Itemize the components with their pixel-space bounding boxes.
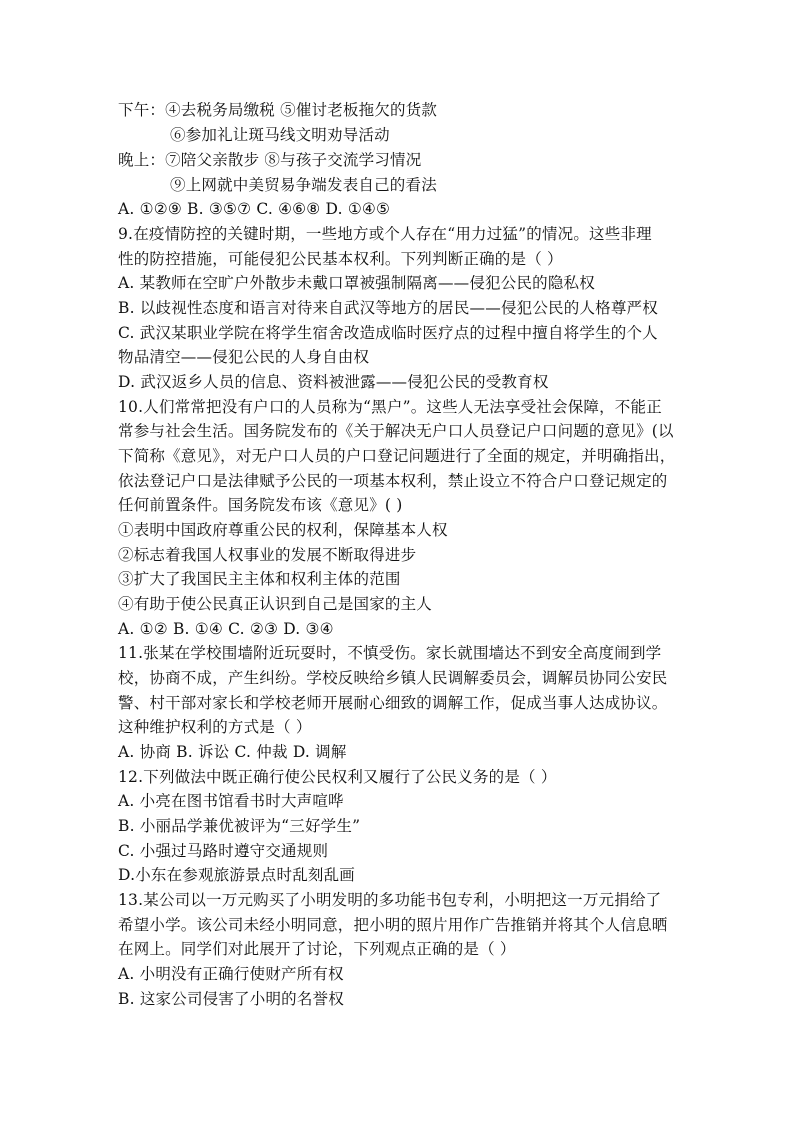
q11-stem-line-1: 11.张某在学校围墙附近玩耍时，不慎受伤。家长就围墙达不到安全高度闹到学 <box>118 644 662 662</box>
q11-stem-line-2: 校，协商不成，产生纠纷。学校反映给乡镇人民调解委员会，调解员协同公安民 <box>118 669 668 687</box>
q11-stem-line-4: 这种维护权利的方式是（ ） <box>118 718 312 736</box>
q10-stem-line-3: 下简称《意见》，对无户口人员的户口登记问题进行了全面的规定，并明确指出， <box>118 447 676 465</box>
q13-option-b: B. 这家公司侵害了小明的名誉权 <box>118 990 344 1008</box>
evening-item-9-line: ⑨上网就中美贸易争端发表自己的看法 <box>170 176 437 194</box>
q10-stem-line-1: 10.人们常常把没有户口的人员称为“黑户”。这些人无法享受社会保障，不能正 <box>118 398 662 416</box>
q9-option-b: B. 以歧视性态度和语言对待来自武汉等地方的居民——侵犯公民的人格尊严权 <box>118 299 658 317</box>
afternoon-items-line: 下午：④去税务局缴税 ⑤催讨老板拖欠的货款 <box>118 101 438 119</box>
q9-option-a: A. 某教师在空旷户外散步未戴口罩被强制隔离——侵犯公民的隐私权 <box>118 274 595 292</box>
q11-stem-line-3: 警、村干部对家长和学校老师开展耐心细致的调解工作，促成当事人达成协议。 <box>118 694 668 712</box>
q10-statement-2: ②标志着我国人权事业的发展不断取得进步 <box>118 546 417 564</box>
q10-statement-4: ④有助于使公民真正认识到自己是国家的主人 <box>118 595 433 613</box>
q10-statement-3: ③扩大了我国民主主体和权利主体的范围 <box>118 570 401 588</box>
q13-stem-line-1: 13.某公司以一万元购买了小明发明的多功能书包专利，小明把这一万元捐给了 <box>118 891 662 909</box>
q10-stem-line-2: 常参与社会生活。国务院发布的《关于解决无户口人员登记户口问题的意见》(以 <box>118 422 674 440</box>
q10-options: A. ①② B. ①④ C. ②③ D. ③④ <box>118 620 334 638</box>
q8-options: A. ①②⑨ B. ③⑤⑦ C. ④⑥⑧ D. ①④⑤ <box>118 200 391 218</box>
q10-stem-line-4: 依法登记户口是法律赋予公民的一项基本权利，禁止设立不符合户口登记规定的 <box>118 472 668 490</box>
q13-option-a: A. 小明没有正确行使财产所有权 <box>118 965 344 983</box>
q10-statement-1: ①表明中国政府尊重公民的权利，保障基本人权 <box>118 521 448 539</box>
q10-stem-line-5: 任何前置条件。国务院发布该《意见》( ) <box>118 496 403 514</box>
q12-stem: 12.下列做法中既正确行使公民权利又履行了公民义务的是（ ） <box>118 768 557 786</box>
q9-option-c-line-2: 物品清空——侵犯公民的人身自由权 <box>118 348 370 366</box>
q13-stem-line-3: 在网上。同学们对此展开了讨论，下列观点正确的是（ ） <box>118 940 516 958</box>
q12-option-d: D.小东在参观旅游景点时乱刻乱画 <box>118 866 356 884</box>
q12-option-a: A. 小亮在图书馆看书时大声喧哗 <box>118 792 344 810</box>
q9-option-c-line-1: C. 武汉某职业学院在将学生宿舍改造成临时医疗点的过程中擅自将学生的个人 <box>118 324 658 342</box>
q9-stem-line-2: 性的防控措施，可能侵犯公民基本权利。下列判断正确的是（ ） <box>118 250 563 268</box>
q9-option-d: D. 武汉返乡人员的信息、资料被泄露——侵犯公民的受教育权 <box>118 373 549 391</box>
q11-options: A. 协商 B. 诉讼 C. 仲裁 D. 调解 <box>118 743 347 761</box>
evening-items-line: 晚上：⑦陪父亲散步 ⑧与孩子交流学习情况 <box>118 151 422 169</box>
q12-option-c: C. 小强过马路时遵守交通规则 <box>118 842 329 860</box>
q12-option-b: B. 小丽品学兼优被评为“三好学生” <box>118 817 361 835</box>
q13-stem-line-2: 希望小学。该公司未经小明同意，把小明的照片用作广告推销并将其个人信息晒 <box>118 916 668 934</box>
q9-stem-line-1: 9.在疫情防控的关键时期，一些地方或个人存在“用力过猛”的情况。这些非理 <box>118 225 652 243</box>
afternoon-item-6-line: ⑥参加礼让斑马线文明劝导活动 <box>170 126 390 144</box>
